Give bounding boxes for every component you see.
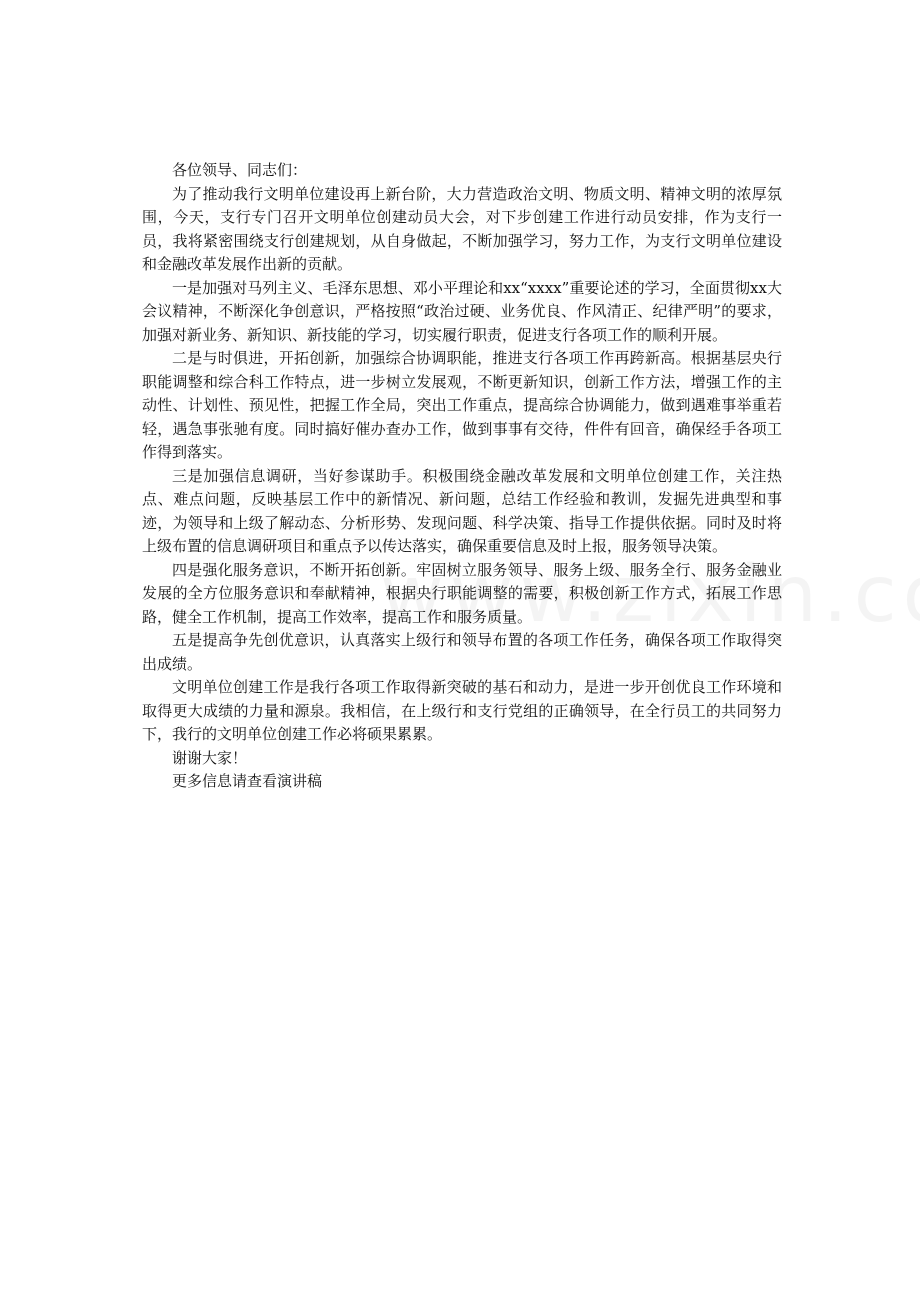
paragraph-point-4: 四是强化服务意识，不断开拓创新。牢固树立服务领导、服务上级、服务全行、服务金融业发展的全方位服务意识和奉献精神，根据央行职能调整的需要，积极创新工作方式，拓展工作思路，健全工作机制，提高工作效率，提高工作和服务质量。 bbox=[142, 560, 782, 626]
closing-thanks: 谢谢大家！ bbox=[172, 748, 248, 767]
document-body bbox=[142, 159, 782, 794]
more-info-text: 更多信息请查看演讲稿 bbox=[172, 772, 323, 790]
paragraph-point-2: 二是与时俱进，开拓创新，加强综合协调职能，推进支行各项工作再跨新高。根据基层央行职能调整和综合科工作特点，进一步树立发展观，不断更新知识，创新工作方法，增强工作的主动性、计划性、预见性，把握工作全局，突出工作重点，提高综合协调能力，做到遇难事举重若轻，遇急事张驰有度。同时搞好催办查办工作，做到事事有交待，件件有回音，确保经手各项工作得到落实。 bbox=[142, 349, 782, 461]
paragraph-point-1: 一是加强对马列主义、毛泽东思想、邓小平理论和xx“xxxx”重要论述的学习，全面贯彻xx大会议精神，不断深化争创意识，严格按照“政治过硬、业务优良、作风清正、纪律严明”的要求，加强对新业务、新知识、新技能的学习，切实履行职责，促进支行各项工作的顺利开展。 bbox=[142, 278, 782, 344]
paragraph-intro: 为了推动我行文明单位建设再上新台阶，大力营造政治文明、物质文明、精神文明的浓厚氛围，今天，支行专门召开文明单位创建动员大会，对下步创建工作进行动员安排，作为支行一员，我将紧密围绕支行创建规划，从自身做起，不断加强学习，努力工作，为支行文明单位建设和金融改革发展作出新的贡献。 bbox=[142, 184, 782, 273]
greeting: 各位领导、同志们： bbox=[172, 161, 308, 179]
paragraph-point-5: 五是提高争先创优意识，认真落实上级行和领导布置的各项工作任务，确保各项工作取得突出成绩。 bbox=[142, 631, 782, 673]
paragraph-conclusion: 文明单位创建工作是我行各项工作取得新突破的基石和动力，是进一步开创优良工作环境和取得更大成绩的力量和源泉。我相信，在上级行和支行党组的正确领导，在全行员工的共同努力下，我行的文明单位创建工作必将硕果累累。 bbox=[142, 678, 782, 743]
paragraph-point-3: 三是加强信息调研，当好参谋助手。积极围绕金融改革发展和文明单位创建工作，关注热点、难点问题，反映基层工作中的新情况、新问题，总结工作经验和教训，发掘先进典型和事迹，为领导和上级了解动态、分析形势、发现问题、科学决策、指导工作提供依据。同时及时将上级布置的信息调研项目和重点予以传达落实，确保重要信息及时上报，服务领导决策。 bbox=[142, 466, 782, 555]
